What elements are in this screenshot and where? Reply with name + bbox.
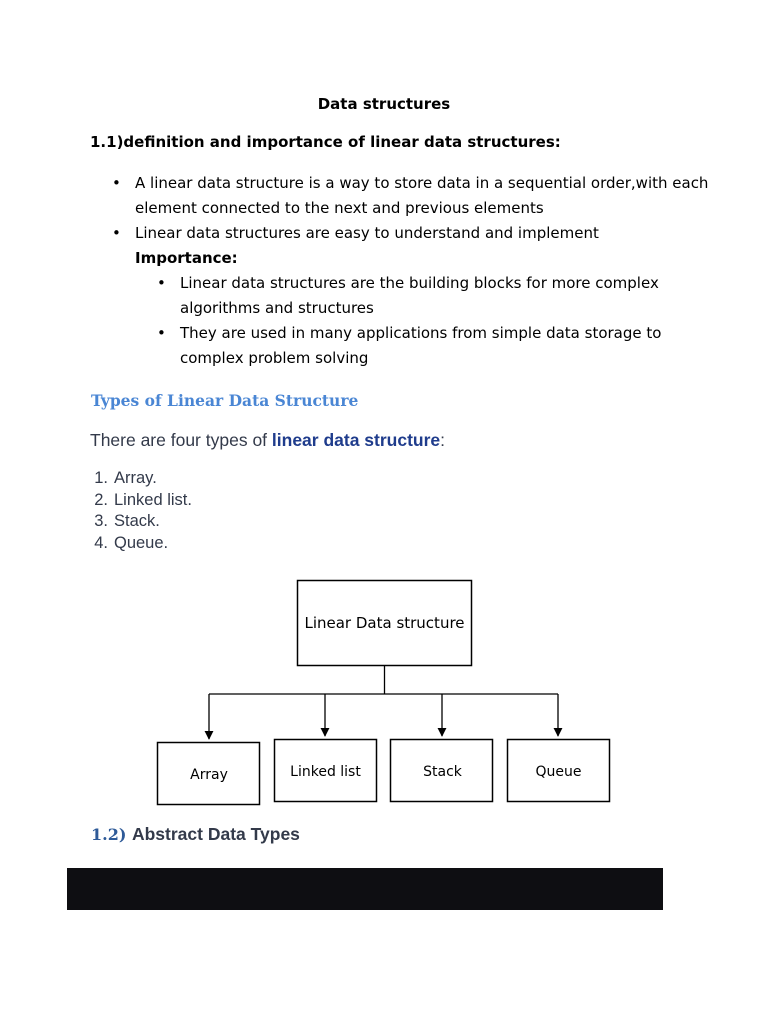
- bullet-icon: •: [112, 174, 121, 192]
- bullet-text: A linear data structure is a way to store data in a sequential order,with each element connected to the next and previous elements: [135, 174, 709, 217]
- adt-heading-text: Abstract Data Types: [131, 824, 300, 844]
- diagram-connectors: [209, 666, 558, 739]
- child-label: Queue: [535, 764, 582, 780]
- types-heading: Types of Linear Data Structure: [91, 391, 359, 410]
- diagram-child-stack: [391, 740, 493, 802]
- list-label: Array.: [114, 469, 157, 487]
- child-label: Array: [190, 767, 228, 783]
- list-number: 1.: [94, 469, 108, 487]
- list-label: Stack.: [114, 512, 160, 530]
- bullet-icon: •: [157, 274, 166, 292]
- child-label: Linked list: [290, 764, 361, 780]
- types-intro-suffix: :: [440, 430, 446, 450]
- diagram-child-linked-list: [275, 740, 377, 802]
- list-label: Linked list.: [114, 490, 192, 509]
- list-number: 3.: [94, 512, 108, 530]
- bullet-text: They are used in many applications from simple data storage to complex problem solving: [180, 324, 662, 367]
- bullet-text: Linear data structures are easy to understand and implement: [135, 224, 599, 242]
- adt-heading-number: 1.2): [91, 825, 127, 844]
- list-label: Queue.: [114, 533, 169, 552]
- adt-heading: [91, 824, 300, 845]
- document-title: Data structures: [317, 95, 451, 113]
- bullet-icon: •: [112, 224, 121, 242]
- importance-label: Importance:: [135, 249, 238, 267]
- root-label: Linear Data structure: [304, 614, 465, 632]
- bullet-text: Linear data structures are the building blocks for more complex algorithms and structures: [180, 274, 659, 317]
- diagram-child-queue: [508, 740, 610, 802]
- child-label: Stack: [423, 764, 462, 780]
- list-number: 2.: [94, 490, 108, 509]
- diagram-root-node: [298, 581, 472, 666]
- list-number: 4.: [94, 533, 108, 552]
- diagram-child-array: [158, 743, 260, 805]
- bullet-icon: •: [157, 324, 166, 342]
- types-intro-link[interactable]: linear data structure: [271, 430, 441, 450]
- types-intro-prefix: There are four types of: [90, 430, 272, 450]
- code-block: [67, 868, 663, 910]
- section-heading-1-1: 1.1)definition and importance of linear data structures:: [90, 133, 561, 151]
